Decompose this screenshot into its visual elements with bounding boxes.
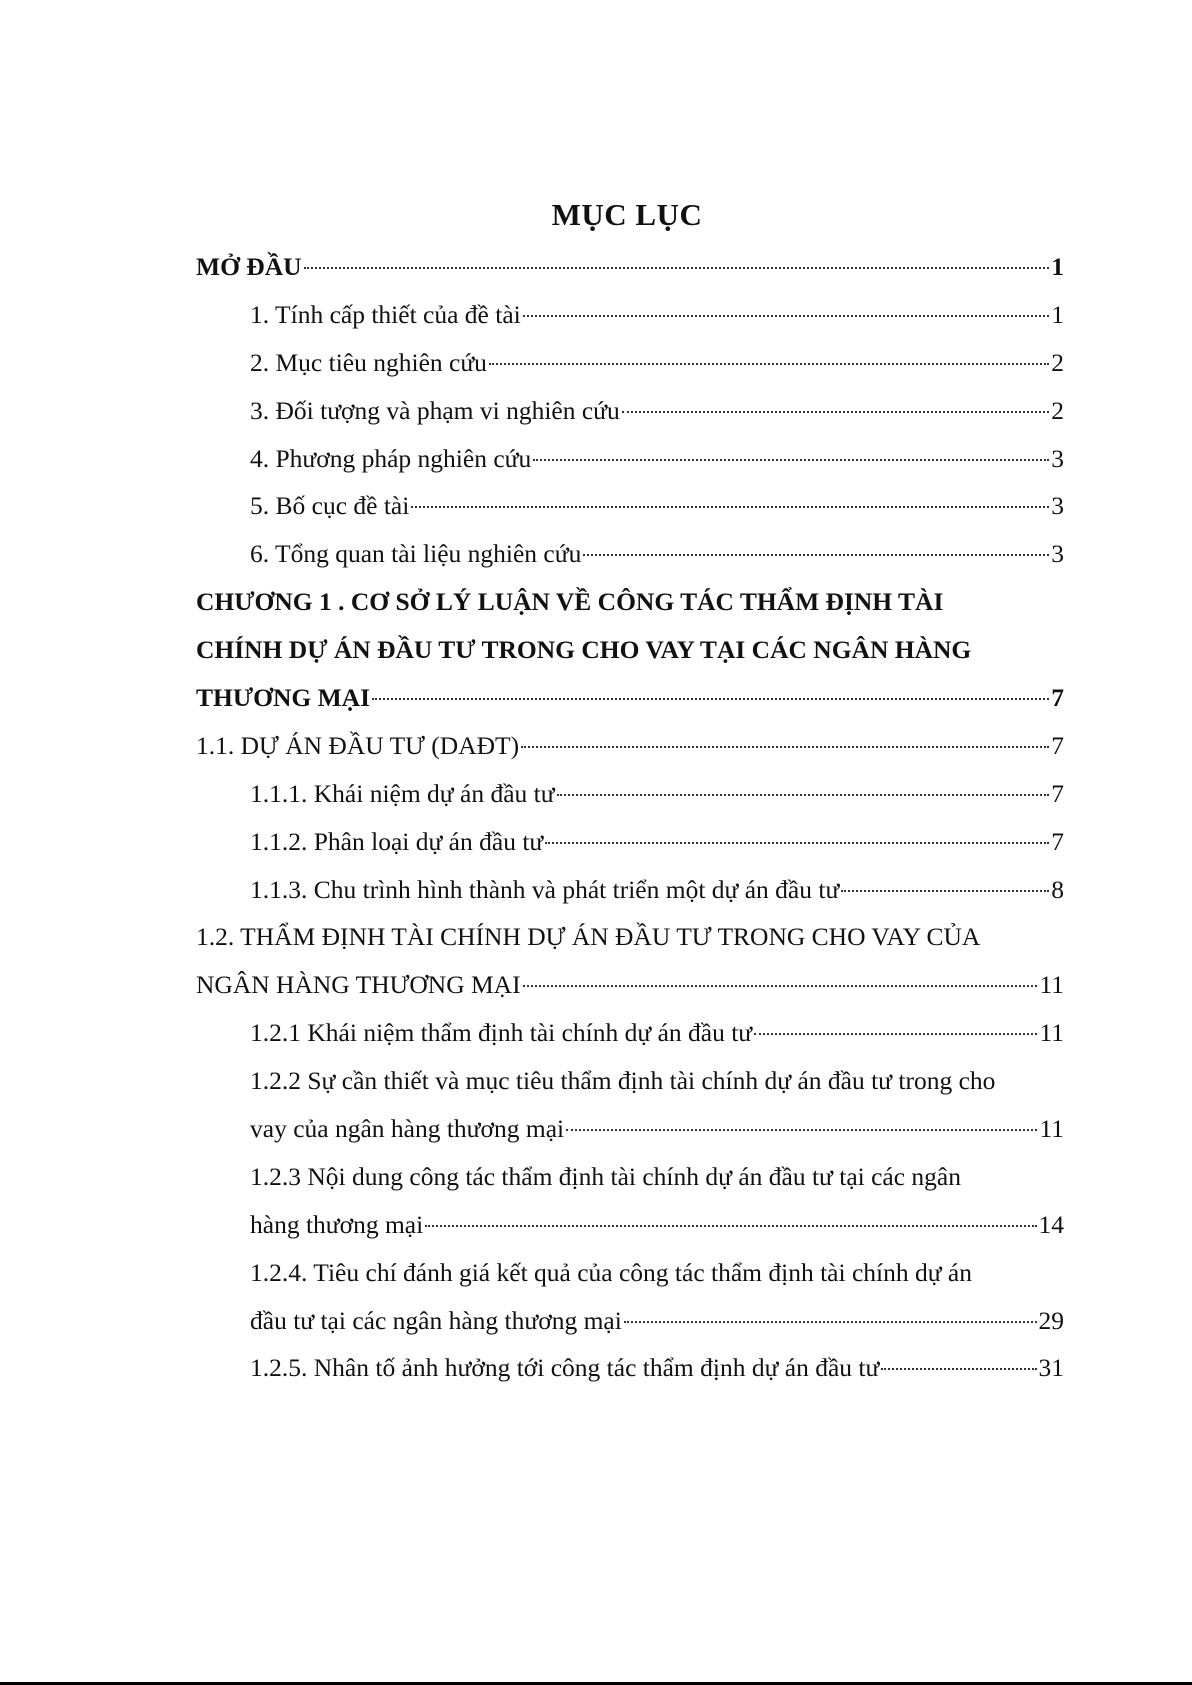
dot-leader: [566, 1129, 1037, 1131]
toc-entry[interactable]: [196, 1249, 1064, 1345]
toc-entry-text: 1.1.1. Khái niệm dự án đầu tư: [250, 778, 555, 808]
toc-page-number: 11: [1039, 970, 1064, 1000]
dot-leader: [881, 1368, 1036, 1370]
dot-leader: [372, 698, 1049, 700]
toc-entry-chapter-1[interactable]: [196, 578, 1064, 722]
toc-entry[interactable]: [196, 339, 1064, 387]
dot-leader: [425, 1225, 1036, 1227]
toc-page-number: 11: [1039, 1018, 1064, 1048]
dot-leader: [841, 890, 1049, 892]
toc-entry[interactable]: [196, 530, 1064, 578]
dot-leader: [545, 842, 1049, 844]
dot-leader: [521, 746, 1049, 748]
toc-page-number: 3: [1051, 539, 1064, 569]
toc-entry-text: 3. Đối tượng và phạm vi nghiên cứu: [250, 395, 620, 425]
toc-page-number: 2: [1051, 395, 1064, 425]
toc-entry[interactable]: [196, 770, 1064, 818]
toc-entry[interactable]: [196, 1057, 1064, 1153]
dot-leader: [754, 1033, 1037, 1035]
toc-entry[interactable]: [196, 387, 1064, 435]
toc-entry-text: 1.1. DỰ ÁN ĐẦU TƯ (DAĐT): [196, 730, 520, 760]
toc-entry[interactable]: [196, 435, 1064, 483]
toc-entry[interactable]: [196, 243, 1064, 291]
toc-entry-text: 4. Phương pháp nghiên cứu: [250, 443, 532, 473]
toc-entry-text: NGÂN HÀNG THƯƠNG MẠI: [196, 970, 521, 1000]
toc-entry[interactable]: [196, 722, 1064, 770]
toc-entry[interactable]: [196, 866, 1064, 914]
dot-leader: [624, 1321, 1037, 1323]
toc-entry-text: đầu tư tại các ngân hàng thương mại: [250, 1305, 622, 1335]
toc-page-number: 31: [1038, 1353, 1064, 1383]
toc-entry-text: CHƯƠNG 1 . CƠ SỞ LÝ LUẬN VỀ CÔNG TÁC THẨM ĐỊNH TÀI: [196, 587, 944, 617]
toc-page-number: 7: [1051, 826, 1064, 856]
toc-page-number: 14: [1038, 1209, 1064, 1239]
toc-entry-text: MỞ ĐẦU: [196, 252, 302, 281]
toc-entry-text: vay của ngân hàng thương mại: [250, 1114, 565, 1144]
toc-entry-text: 1.2.1 Khái niệm thẩm định tài chính dự án đầu tư: [250, 1018, 753, 1048]
table-of-contents: [196, 243, 1064, 1392]
toc-page-number: 7: [1051, 730, 1064, 760]
toc-page-number: 7: [1051, 683, 1064, 713]
toc-entry-text: CHÍNH DỰ ÁN ĐẦU TƯ TRONG CHO VAY TẠI CÁC NGÂN HÀNG: [196, 635, 972, 665]
dot-leader: [533, 459, 1049, 461]
toc-entry-text: 1.2.4. Tiêu chí đánh giá kết quả của công tác thẩm định tài chính dự án: [250, 1257, 972, 1287]
toc-entry[interactable]: [196, 482, 1064, 530]
toc-entry-text: 6. Tổng quan tài liệu nghiên cứu: [250, 539, 582, 569]
toc-page-number: 11: [1039, 1114, 1064, 1144]
toc-entry-text: hàng thương mại: [250, 1209, 424, 1239]
dot-leader: [304, 267, 1050, 269]
page-title: MỤC LỤC: [551, 197, 703, 232]
toc-page-number: 3: [1051, 491, 1064, 521]
toc-page-number: 3: [1051, 443, 1064, 473]
toc-entry[interactable]: [196, 818, 1064, 866]
toc-entry[interactable]: [196, 1344, 1064, 1392]
toc-entry[interactable]: [196, 291, 1064, 339]
toc-entry-text: 1.1.2. Phân loại dự án đầu tư: [250, 826, 544, 856]
dot-leader: [622, 411, 1050, 413]
toc-entry-text: 1. Tính cấp thiết của đề tài: [250, 299, 521, 329]
toc-page-number: 29: [1038, 1305, 1064, 1335]
dot-leader: [583, 554, 1049, 556]
toc-page-number: 8: [1051, 874, 1064, 904]
toc-entry[interactable]: [196, 913, 1064, 1009]
toc-entry-text: 1.2. THẨM ĐỊNH TÀI CHÍNH DỰ ÁN ĐẦU TƯ TRONG CHO VAY CỦA: [196, 922, 981, 952]
toc-entry-text: 1.2.3 Nội dung công tác thẩm định tài chính dự án đầu tư tại các ngân: [250, 1161, 961, 1191]
toc-entry[interactable]: [196, 1009, 1064, 1057]
toc-page-number: 2: [1051, 347, 1064, 377]
toc-page-number: 1: [1051, 252, 1064, 281]
toc-entry-text: 1.2.5. Nhân tố ảnh hưởng tới công tác thẩm định dự án đầu tư: [250, 1353, 880, 1383]
dot-leader: [523, 985, 1038, 987]
dot-leader: [411, 506, 1049, 508]
dot-leader: [557, 794, 1050, 796]
toc-entry-text: 1.1.3. Chu trình hình thành và phát triển một dự án đầu tư: [250, 874, 840, 904]
toc-entry-text: 2. Mục tiêu nghiên cứu: [250, 347, 487, 377]
toc-entry-text: THƯƠNG MẠI: [196, 683, 371, 713]
dot-leader: [523, 315, 1050, 317]
toc-entry[interactable]: [196, 1153, 1064, 1249]
toc-entry-text: 5. Bố cục đề tài: [250, 491, 410, 521]
toc-page-number: 1: [1051, 299, 1064, 329]
toc-entry-text: 1.2.2 Sự cần thiết và mục tiêu thẩm định tài chính dự án đầu tư trong cho: [250, 1066, 996, 1096]
toc-page-number: 7: [1051, 778, 1064, 808]
dot-leader: [489, 363, 1049, 365]
